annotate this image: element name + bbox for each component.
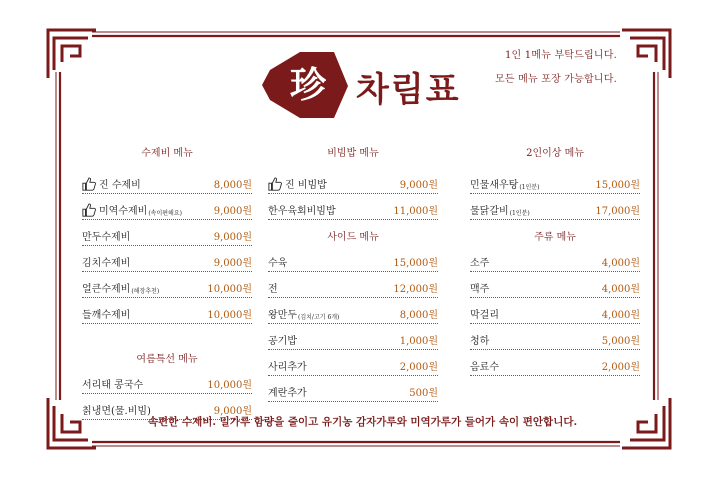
bibimbap-list (268, 176, 438, 220)
menu-item (82, 306, 252, 324)
menu-item-label: 진 수제비 (99, 180, 141, 191)
menu-item-name (82, 280, 159, 295)
menu-item-name (470, 254, 489, 269)
menu-item-name (82, 228, 130, 243)
menu-item-note: (해장추천) (131, 288, 160, 295)
column-two (470, 144, 640, 384)
sujebi-list (82, 176, 252, 324)
menu-item-price: 15,000원 (595, 180, 640, 191)
menu-item-name (268, 176, 327, 191)
menu-item-price: 12,000원 (393, 284, 438, 295)
menu-item (470, 202, 640, 220)
section-title-sujebi: 수제비 메뉴 (141, 148, 193, 159)
side-list (268, 254, 438, 402)
two-list (470, 176, 640, 220)
menu-item-price: 8,000원 (213, 180, 252, 191)
menu-item-price: 4,000원 (601, 284, 640, 295)
menu-item-label: 청하 (470, 336, 490, 347)
menu-item (268, 202, 438, 220)
menu-item-price: 10,000원 (207, 310, 252, 321)
thumbs-up-icon (268, 177, 282, 191)
menu-item-name (82, 254, 130, 269)
drinks-list (470, 254, 640, 376)
menu-item (82, 176, 252, 194)
menu-item-label: 칡냉면(물.비빔) (82, 406, 151, 417)
menu-item (82, 376, 252, 394)
menu-item-name (268, 280, 278, 295)
menu-item-label: 막걸리 (470, 310, 499, 321)
menu-item-name (470, 176, 539, 191)
menu-item-label: 사리추가 (268, 362, 307, 373)
menu-item-price: 4,000원 (601, 258, 640, 269)
footer-note: 속편한 수제비. 밀가루 함량을 줄이고 유기농 감자가루와 미역가루가 들어가 속이 편안합니다. (147, 416, 578, 428)
menu-item-name (82, 376, 143, 391)
menu-item-price: 11,000원 (393, 206, 438, 217)
menu-item-name (268, 384, 307, 399)
menu-item-name (470, 306, 499, 321)
menu-item (82, 280, 252, 298)
menu-item-name (82, 306, 130, 321)
menu-item (470, 332, 640, 350)
menu-item-note: (1인분) (519, 184, 540, 191)
menu-item-price: 10,000원 (207, 380, 252, 391)
menu-item-price: 1,000원 (399, 336, 438, 347)
menu-item-price: 10,000원 (207, 284, 252, 295)
menu-item (82, 228, 252, 246)
menu-item-label: 맥주 (470, 284, 490, 295)
menu-item-price: 9,000원 (213, 406, 252, 417)
menu-item-price: 17,000원 (595, 206, 640, 217)
menu-item-label: 전 (268, 284, 278, 295)
thumbs-up-icon (82, 203, 96, 217)
menu-item-price: 9,000원 (399, 180, 438, 191)
notice-one-menu: 1인 1메뉴 부탁드립니다. (504, 50, 617, 61)
menu-item-name (268, 306, 339, 321)
menu-item-price: 2,000원 (399, 362, 438, 373)
section-title-side: 사이드 메뉴 (327, 232, 379, 243)
menu-item-price: 15,000원 (393, 258, 438, 269)
menu-item-name (82, 202, 182, 217)
menu-item (470, 254, 640, 272)
menu-item-label: 수육 (268, 258, 288, 269)
column-sujebi (82, 144, 252, 428)
menu-item-price: 9,000원 (213, 206, 252, 217)
menu-item-label: 한우육회비빔밥 (268, 206, 336, 217)
notice-takeout: 모든 메뉴 포장 가능합니다. (495, 74, 617, 85)
section-title-drinks: 주류 메뉴 (534, 232, 576, 243)
menu-item-price: 4,000원 (601, 310, 640, 321)
menu-item-name (470, 280, 489, 295)
column-bibimbap (268, 144, 438, 410)
menu-item-name (268, 202, 336, 217)
menu-item-label: 만두수제비 (82, 232, 131, 243)
section-title-two: 2인이상 메뉴 (526, 148, 584, 159)
menu-item-note: (속이편해요) (148, 210, 182, 217)
menu-item-price: 5,000원 (601, 336, 640, 347)
menu-item (268, 176, 438, 194)
menu-item (470, 280, 640, 298)
menu-item-label: 얼큰수제비 (82, 284, 131, 295)
menu-item (268, 358, 438, 376)
menu-item (470, 358, 640, 376)
menu-item-note: (김치/고기 6개) (297, 314, 340, 321)
menu-item-price: 2,000원 (601, 362, 640, 373)
menu-item-name (470, 202, 530, 217)
menu-item-label: 공기밥 (268, 336, 297, 347)
menu-item-label: 미역수제비 (99, 206, 148, 217)
section-title-summer: 여름특선 메뉴 (136, 354, 198, 365)
menu-item (268, 306, 438, 324)
menu-item-label: 왕만두 (268, 310, 297, 321)
menu-item (268, 332, 438, 350)
menu-item-label: 들깨수제비 (82, 310, 131, 321)
menu-title: 차림표 (356, 70, 461, 110)
menu-item (268, 254, 438, 272)
menu-item (470, 176, 640, 194)
menu-item (470, 306, 640, 324)
menu-item-label: 진 비빔밥 (285, 180, 327, 191)
menu-item-label: 소주 (470, 258, 490, 269)
menu-item-label: 서리태 콩국수 (82, 380, 144, 391)
menu-item-label: 민물새우탕 (470, 180, 519, 191)
menu-item-price: 9,000원 (213, 232, 252, 243)
menu-item-price: 8,000원 (399, 310, 438, 321)
menu-item-label: 물닭갈비 (470, 206, 509, 217)
menu-item (82, 254, 252, 272)
menu-item-price: 500원 (409, 388, 438, 399)
menu-item (268, 384, 438, 402)
menu-item-name (268, 254, 287, 269)
menu-item-name (82, 176, 141, 191)
menu-item-name (268, 332, 297, 347)
menu-item (268, 280, 438, 298)
section-title-bibimbap: 비빔밥 메뉴 (327, 148, 379, 159)
menu-item-label: 계란추가 (268, 388, 307, 399)
logo-char: 珍 (289, 64, 326, 106)
menu-item-price: 9,000원 (213, 258, 252, 269)
thumbs-up-icon (82, 177, 96, 191)
menu-item-label: 음료수 (470, 362, 499, 373)
menu-item-name (470, 332, 489, 347)
menu-item-name (470, 358, 499, 373)
menu-item (82, 202, 252, 220)
menu-item-name (268, 358, 307, 373)
menu-item-note: (1인분) (509, 210, 530, 217)
menu-item-label: 김치수제비 (82, 258, 131, 269)
